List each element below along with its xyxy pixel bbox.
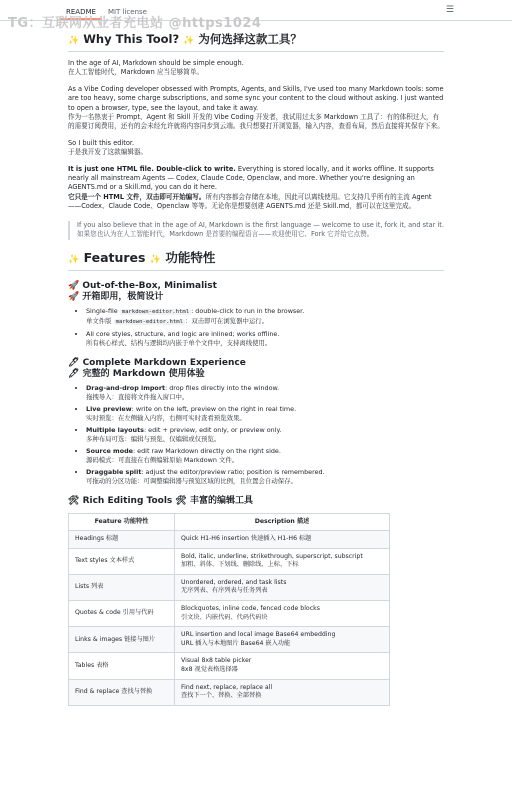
tab-license[interactable]: MIT license — [107, 8, 147, 16]
features-heading: ✨ Features ✨ 功能特性 — [68, 248, 444, 271]
tab-readme[interactable]: README — [60, 8, 102, 20]
list-item: • Source mode: edit raw Markdown directly on the right side. 源码模式：可直接在右侧编辑原始 Markdown 文件。 — [86, 447, 444, 465]
table-row — [69, 531, 390, 549]
rocket-icon: 🚀 — [68, 280, 80, 291]
table-cell: Quick H1-H6 insertion 快速插入 H1-H6 标题 — [175, 531, 390, 549]
table-row — [69, 653, 390, 679]
sparkle-icon: ✨ — [183, 36, 195, 46]
list-icon[interactable]: ☰ — [445, 5, 454, 15]
section-heading: 🖊 Complete Markdown Experience 🖊 完整的 Markdown 使用体验 — [68, 357, 246, 379]
sparkle-icon: ✨ — [68, 36, 80, 46]
list-item: • Single-file markdown-editor.html : double-click to run in the browser. 单文件版 markdown-editor.html ：双击即可在浏览器中运行。 — [86, 307, 444, 327]
section-heading: 🛠 Rich Editing Tools 🛠 丰富的编辑工具 — [68, 495, 254, 506]
table-cell: URL insertion and local image Base64 embedding URL 插入与本地图片 Base64 嵌入功能 — [175, 627, 390, 653]
table-row — [69, 627, 390, 653]
section-heading: 🚀 Out-of-the-Box, Minimalist 🚀 开箱即用，极简设计 — [68, 280, 217, 302]
table-cell: Bold, italic, underline, strikethrough, superscript, subscript 加粗、斜体、下划线、删除线、上标、下标 — [175, 548, 390, 574]
table-row — [69, 574, 390, 600]
table-cell: Tables 表格 — [69, 653, 175, 679]
list-item: • Draggable split: adjust the editor/preview ratio; position is remembered. 可拖动的分区功能：可调整编辑器与预览区域的比例，且位置会自动保存。 — [86, 468, 444, 486]
table-header-row — [69, 513, 390, 531]
list-item: • Drag-and-drop import: drop files directly into the window. 拖拽导入：直接将文件拖入窗口中。 — [86, 384, 444, 402]
pen-icon: 🖊 — [68, 357, 80, 368]
table-cell: Headings 标题 — [69, 531, 175, 549]
paragraph: It is just one HTML file. Double-click to write. Everything is stored locally, and it works offline. It supports nearly all mainstream Agents — Codex, Claude Code, Openclaw, and more. Whether you're designing an AGENTS.md or a Skill.md, you can do it here. 它只是一个 HTML 文件，双击即可开始编写。所有内容都会存储在本地，因此可以离线使用。它支持几乎所有的主流 Agent——Codex、Claude Code、Openclaw 等等。无论你是想要创建 AGENTS.md 还是 Skill.md，都可以在这里完成。 — [68, 164, 434, 211]
editing-tools-table — [68, 513, 390, 706]
feature-list — [68, 307, 444, 348]
tools-icon: 🛠 — [68, 495, 80, 506]
pen-icon: 🖊 — [68, 368, 80, 379]
watermark: TG：互联网从业者充电站 @https1024 — [8, 16, 262, 31]
why-heading: ✨ Why This Tool? ✨ 为何选择这款工具？ — [68, 31, 444, 52]
table-cell: Find & replace 查找与替换 — [69, 679, 175, 705]
list-item: • Multiple layouts: edit + preview, edit only, or preview only. 多种布局可选：编辑与预览、仅编辑或仅预览。 — [86, 426, 444, 444]
table-cell: Text styles 文本样式 — [69, 548, 175, 574]
rocket-icon: 🚀 — [68, 291, 80, 302]
table-row — [69, 548, 390, 574]
table-cell: Unordered, ordered, and task lists 无序列表、有序列表与任务列表 — [175, 574, 390, 600]
column-header: Feature 功能特性 — [69, 513, 175, 531]
table-cell: Visual 8x8 table picker 8x8 视觉表格选择器 — [175, 653, 390, 679]
table-cell: Blockquotes, inline code, fenced code blocks 引文块、内嵌代码、代码代码块 — [175, 601, 390, 627]
paragraph: In the age of AI, Markdown should be simple enough. 在人工智能时代，Markdown 应当足够简单。 — [68, 59, 244, 77]
table-row — [69, 601, 390, 627]
column-header: Description 描述 — [175, 513, 390, 531]
blockquote: If you also believe that in the age of AI, Markdown is the first language — welcome to use it, fork it, and star it. 如果您也认为在人工智能时代，Markdown 是首要的编程语言——欢迎使用它、Fork 它并给它点赞。 — [68, 221, 444, 240]
feature-list — [68, 384, 444, 486]
readme-content — [0, 21, 512, 706]
list-item: • Live preview: write on the left, preview on the right in real time. 实时预览：在左侧输入内容，右侧可实时查看预览效果。 — [86, 405, 444, 423]
table-cell: Find next, replace, replace all 查找下一个、替换、全部替换 — [175, 679, 390, 705]
sparkle-icon: ✨ — [149, 254, 162, 265]
tools-icon: 🛠 — [175, 495, 187, 506]
sparkle-icon: ✨ — [68, 254, 80, 265]
paragraph: So I built this editor. 于是我开发了这款编辑器。 — [68, 138, 148, 157]
paragraph: As a Vibe Coding developer obsessed with Prompts, Agents, and Skills, I've used too many Markdown tools: some are too heavy, some charge subscriptions, and some sync your content to the cloud without asking. I just wanted to open a browser, type, see the layout, and take it away. 作为一名热衷于 Prompt、Agent 和 Skill 开发的 Vibe Coding 开发者，我试用过太多 Markdown 工具了：有的体积过大，有的需要订阅费用，还有的会未经允许就将内容同步到云端。我只想要打开浏览器，输入内容，查看布局，然后直接将其保存下来。 — [68, 84, 444, 131]
table-cell: Lists 列表 — [69, 574, 175, 600]
table-cell: Quotes & code 引用与代码 — [69, 601, 175, 627]
table-cell: Links & images 链接与图片 — [69, 627, 175, 653]
list-item: • All core styles, structure, and logic are inlined; works offline. 所有核心样式、结构与逻辑均内嵌于单个文件中，支持离线使用。 — [86, 330, 444, 348]
table-row — [69, 679, 390, 705]
